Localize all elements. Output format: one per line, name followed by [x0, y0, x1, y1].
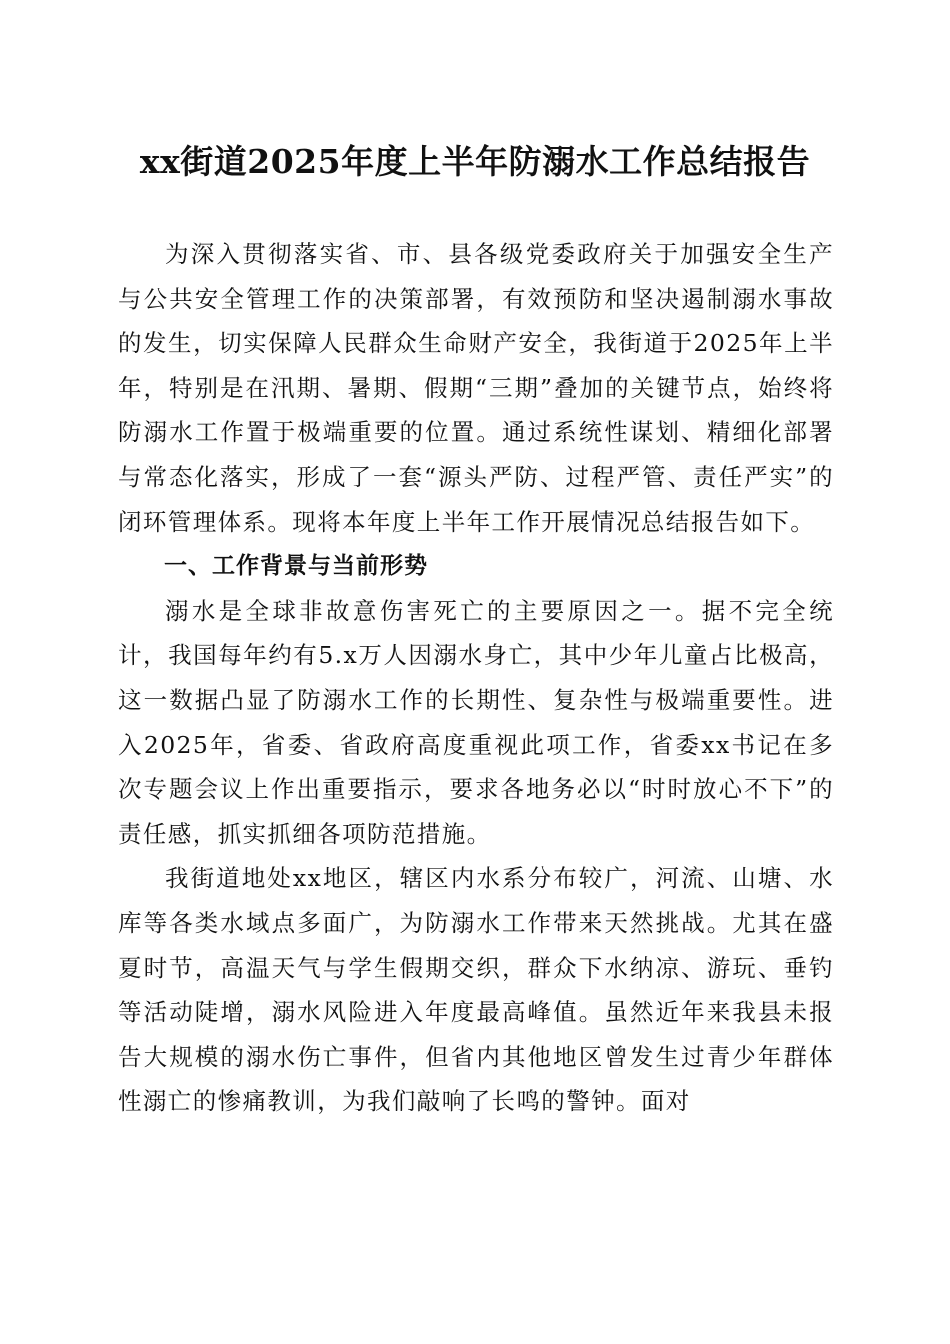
document-title: xx街道2025年度上半年防溺水工作总结报告 — [139, 142, 811, 181]
paragraph-background: 溺水是全球非故意伤害死亡的主要原因之一。据不完全统计，我国每年约有5.x万人因溺水身亡，其中少年儿童占比极高，这一数据凸显了防溺水工作的长期性、复杂性与极端重要性。进入2025年，省委、省政府高度重视此项工作，省委xx书记在多次专题会议上作出重要指示，要求各地务必以“时时放心不下”的责任感，抓实抓细各项防范措施。 — [118, 596, 834, 848]
paragraph-intro: 为深入贯彻落实省、市、县各级党委政府关于加强安全生产与公共安全管理工作的决策部署，有效预防和坚决遏制溺水事故的发生，切实保障人民群众生命财产安全，我街道于2025年上半年，特别是在汛期、暑期、假期“三期”叠加的关键节点，始终将防溺水工作置于极端重要的位置。通过系统性谋划、精细化部署与常态化落实，形成了一套“源头严防、过程严管、责任严实”的闭环管理体系。现将本年度上半年工作开展情况总结报告如下。 — [118, 240, 834, 536]
paragraph-situation: 我街道地处xx地区，辖区内水系分布较广，河流、山塘、水库等各类水域点多面广，为防溺水工作带来天然挑战。尤其在盛夏时节，高温天气与学生假期交织，群众下水纳凉、游玩、垂钓等活动陡增，溺水风险进入年度最高峰值。虽然近年来我县未报告大规模的溺水伤亡事件，但省内其他地区曾发生过青少年群体性溺亡的惨痛教训，为我们敲响了长鸣的警钟。面对 — [118, 864, 834, 1116]
section-heading-1: 一、工作背景与当前形势 — [164, 553, 428, 580]
document-body — [118, 232, 834, 1124]
